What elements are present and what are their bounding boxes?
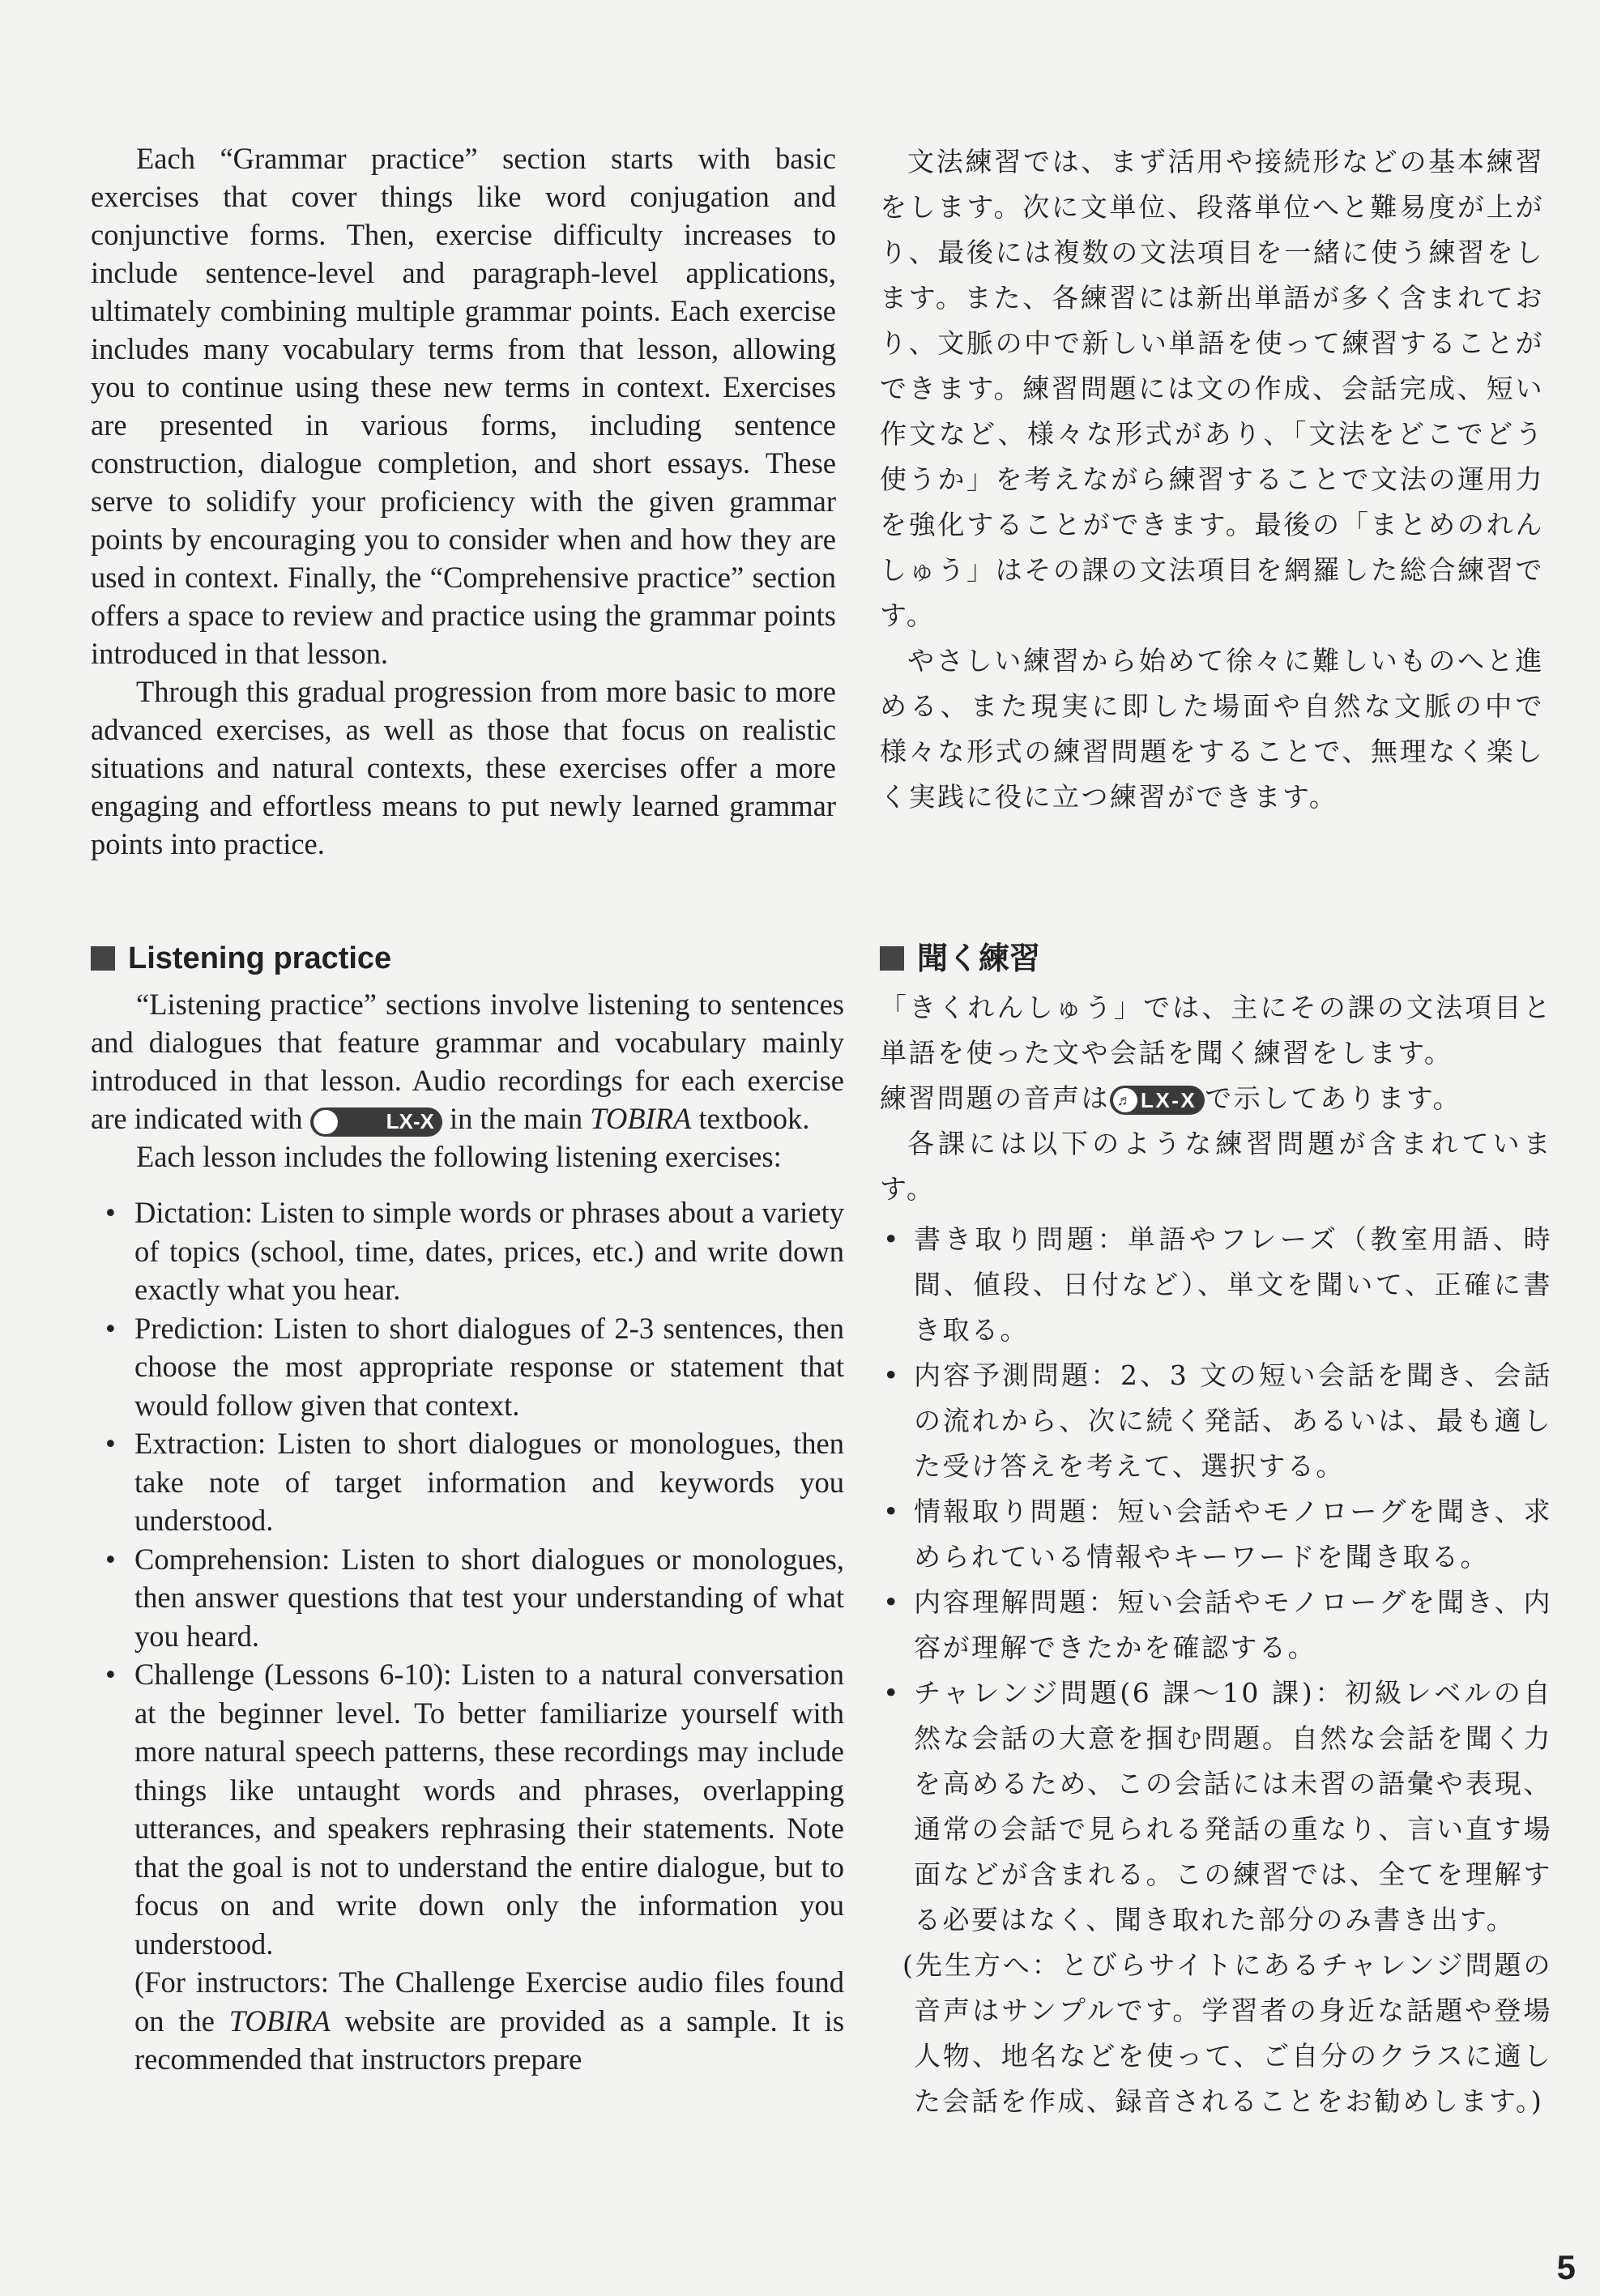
- listening-en-paragraph-2: Each lesson includes the following listening exercises:: [136, 1140, 782, 1173]
- listening-en-exercise-list: [91, 1193, 844, 1963]
- audio-badge: [310, 1107, 442, 1137]
- listening-en-heading-text: Listening practice: [128, 941, 392, 975]
- square-bullet-icon: [91, 946, 115, 971]
- textbook-title: TOBIRA: [590, 1102, 692, 1135]
- listening-en-p1-text: “Listening practice” sections involve listening to sentences and dialogues that feature grammar and vocabulary mainly introduced in that lesson. Audio recordings for each exercise are indicated with: [91, 988, 844, 1135]
- listening-practice-japanese: [880, 938, 1552, 2124]
- list-item: • 内容予測問題：2、3 文の短い会話を聞き、会話の流れから、次に続く発話、あるいは、最も適した受け答えを考えて、選択する。: [883, 1359, 1552, 1482]
- listening-en-p1-after: textbook.: [698, 1102, 810, 1135]
- list-item: • Comprehension: Listen to short dialogues or monologues, then answer questions that test your understanding of what you heard.: [105, 1542, 844, 1653]
- speaker-icon: ♬: [314, 1110, 338, 1134]
- grammar-ja-paragraph-1: 文法練習では、まず活用や接続形などの基本練習をします。次に文単位、段落単位へと難易度が上がり、最後には複数の文法項目を一緒に使う練習をします。また、各練習には新出単語が多く含まれており、文脈の中で新しい単語を使って練習することができます。練習問題には文の作成、会話完成、短い作文など、様々な形式があり、「文法をどこでどう使うか」を考えながら練習することで文法の運用力を強化することができます。最後の「まとめのれんしゅう」はその課の文法項目を網羅した総合練習です。: [880, 146, 1544, 631]
- list-item: • 書き取り問題：単語やフレーズ（教室用語、時間、値段、日付など）、単文を聞いて、正確に書き取る。: [883, 1223, 1552, 1346]
- speaker-icon: ♬: [1113, 1088, 1137, 1112]
- listening-ja-paragraph-1b: 練習問題の音声は ♬ LX-X で示してあります。: [880, 1076, 1552, 1121]
- audio-badge-label: LX-X: [1141, 1088, 1197, 1112]
- audio-badge: [1110, 1086, 1205, 1115]
- instructor-note-japanese: (先生方へ：とびらサイトにあるチャレンジ問題の音声はサンプルです。学習者の身近な話題や登場人物、地名などを使って、ご自分のクラスに適した会話を作成、録音されることをお勧めします。): [902, 1949, 1552, 2117]
- grammar-en-paragraph-2: Through this gradual progression from more basic to more advanced exercises, as well as those that focus on realistic situations and natural contexts, these exercises offer a more engaging and effortless means to put newly learned grammar points into practice.: [91, 675, 836, 860]
- list-item: • チャレンジ問題(6 課〜10 課)：初級レベルの自然な会話の大意を掴む問題。自然な会話を聞く力を高めるため、この会話には未習の語彙や表現、通常の会話で見られる発話の重なり、言い直す場面などが含まれる。この練習では、全てを理解する必要はなく、聞き取れた部分のみ書き出す。: [883, 1677, 1552, 1935]
- listening-en-heading: [91, 938, 844, 979]
- list-item: • Dictation: Listen to simple words or phrases about a variety of topics (school, time, dates, prices, etc.) and write down exactly what you hear.: [105, 1196, 844, 1306]
- listening-practice-english: [91, 938, 844, 2079]
- listening-ja-heading: [880, 938, 1552, 979]
- page-number: 5: [1556, 2248, 1576, 2286]
- list-item: • 内容理解問題：短い会話やモノローグを聞き、内容が理解できたかを確認する。: [883, 1586, 1552, 1663]
- instructor-note-english: (For instructors: The Challenge Exercise audio files found on the TOBIRA website are provided as a sample. It is recommended that instructors prepare: [134, 1965, 845, 2076]
- list-item: • Prediction: Listen to short dialogues of 2-3 sentences, then choose the most appropriate response or statement that would follow given that context.: [105, 1311, 844, 1422]
- grammar-practice-japanese: [880, 139, 1544, 820]
- listening-en-p1-in-the-main: in the main: [449, 1102, 583, 1135]
- audio-badge-label: LX-X: [386, 1109, 434, 1134]
- grammar-practice-english: [91, 139, 836, 863]
- listening-ja-paragraph-1: 「きくれんしゅう」では、主にその課の文法項目と単語を使った文や会話を聞く練習をします。: [880, 992, 1552, 1069]
- listening-ja-exercise-list: [880, 1217, 1552, 1943]
- grammar-ja-paragraph-2: やさしい練習から始めて徐々に難しいものへと進める、また現実に即した場面や自然な文脈の中で様々な形式の練習問題をすることで、無理なく楽しく実践に役に立つ練習ができます。: [880, 645, 1545, 813]
- grammar-en-paragraph-1: Each “Grammar practice” section starts with basic exercises that cover things like word conjugation and conjunctive forms. Then, exercise difficulty increases to include sentence-level and paragraph-level applications, ultimately combining multiple grammar points. Each exercise includes many vocabulary terms from that lesson, allowing you to continue using these new terms in context. Exercises are presented in various forms, including sentence construction, dialogue completion, and short essays. These serve to solidify your proficiency with the given grammar points by encouraging you to consider when and how they are used in context. Finally, the “Comprehensive practice” section offers a space to review and practice using the grammar points introduced in that lesson.: [91, 142, 836, 670]
- list-item: • Extraction: Listen to short dialogues or monologues, then take note of target information and keywords you understood.: [105, 1427, 844, 1537]
- square-bullet-icon: [880, 946, 904, 971]
- list-item: • Challenge (Lessons 6-10): Listen to a natural conversation at the beginner level. To better familiarize yourself with more natural speech patterns, these recordings may include things like untaught words and phrases, overlapping utterances, and speakers rephrasing their statements. Note that the goal is not to understand the entire dialogue, but to focus on and write down only the information you understood.: [105, 1658, 844, 1961]
- listening-en-paragraph-1: [91, 985, 844, 1137]
- list-item: • 情報取り問題：短い会話やモノローグを聞き、求められている情報やキーワードを聞き取る。: [883, 1496, 1552, 1573]
- textbook-title: TOBIRA: [228, 2004, 331, 2038]
- listening-ja-heading-text: 聞く練習: [917, 941, 1041, 976]
- listening-ja-paragraph-2: 各課には以下のような練習問題が含まれています。: [880, 1128, 1552, 1205]
